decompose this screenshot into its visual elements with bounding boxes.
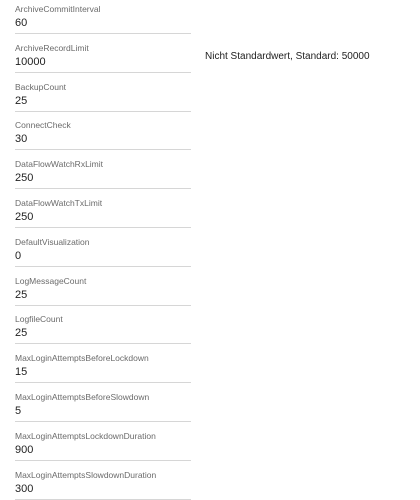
setting-default-visualization [15,233,191,272]
setting-dataflow-watch-rx-limit [15,155,191,194]
setting-dataflow-watch-tx-limit [15,194,191,233]
setting-archive-commit-interval [15,0,191,39]
setting-label: ConnectCheck [15,120,71,131]
default-visualization-input[interactable] [15,248,191,267]
setting-label: MaxLoginAttemptsLockdownDuration [15,430,156,441]
setting-max-login-attempts-before-slowdown [15,388,191,427]
archive-record-limit-hint: Nicht Standardwert, Standard: 50000 [205,51,370,62]
setting-label: DataFlowWatchTxLimit [15,197,103,208]
archive-commit-interval-input[interactable] [15,15,191,34]
setting-archive-record-limit [15,39,191,78]
setting-logfile-count [15,310,191,349]
settings-list [15,0,191,500]
setting-label: DataFlowWatchRxLimit [15,159,104,170]
backup-count-input[interactable] [15,93,191,112]
log-message-count-input[interactable] [15,287,191,306]
setting-max-login-attempts-before-lockdown [15,349,191,388]
setting-connect-check [15,116,191,155]
setting-label: MaxLoginAttemptsBeforeSlowdown [15,391,150,402]
setting-label: ArchiveRecordLimit [15,42,89,53]
setting-label: LogfileCount [15,314,63,325]
setting-label: MaxLoginAttemptsSlowdownDuration [15,469,157,480]
setting-max-login-attempts-slowdown-duration [15,466,191,500]
connect-check-input[interactable] [15,131,191,150]
setting-log-message-count [15,272,191,311]
dataflow-watch-rx-limit-input[interactable] [15,170,191,189]
logfile-count-input[interactable] [15,325,191,344]
max-login-attempts-before-slowdown-input[interactable] [15,403,191,422]
dataflow-watch-tx-limit-input[interactable] [15,209,191,228]
setting-backup-count [15,78,191,117]
setting-max-login-attempts-lockdown-duration [15,427,191,466]
setting-label: DefaultVisualization [15,236,90,247]
setting-label: LogMessageCount [15,275,87,286]
archive-record-limit-input[interactable] [15,54,191,73]
setting-label: MaxLoginAttemptsBeforeLockdown [15,353,149,364]
setting-label: ArchiveCommitInterval [15,4,101,14]
max-login-attempts-before-lockdown-input[interactable] [15,364,191,383]
max-login-attempts-lockdown-duration-input[interactable] [15,442,191,461]
max-login-attempts-slowdown-duration-input[interactable] [15,481,191,500]
setting-label: BackupCount [15,81,67,92]
